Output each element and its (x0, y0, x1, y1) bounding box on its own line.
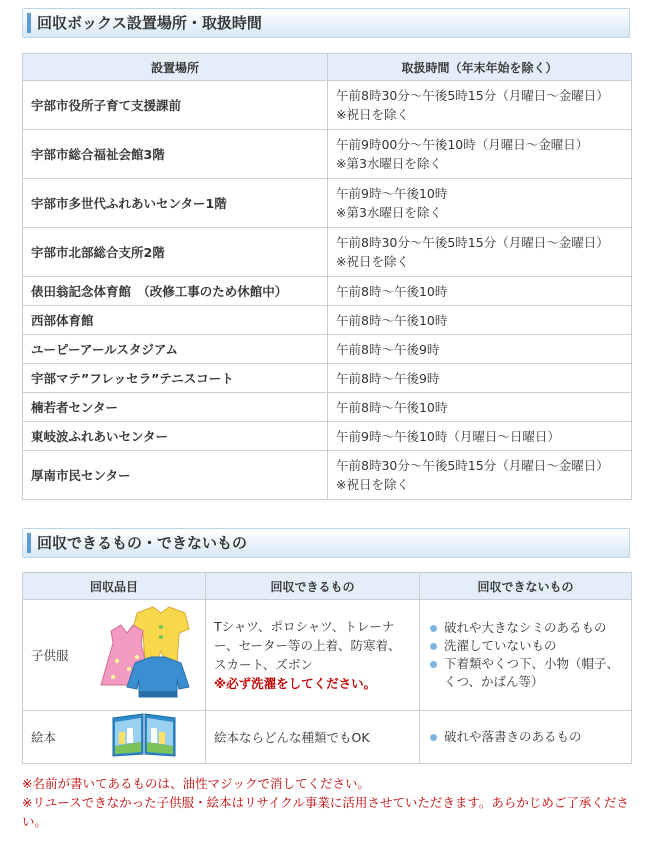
location-name: ユーピーアールスタジアム (23, 335, 328, 364)
list-item (428, 655, 623, 691)
footnote: ※リユースできなかった子供服・絵本はリサイクル事業に活用させていただきます。あらかじめご了承ください。 (22, 795, 629, 829)
hours-cell (328, 81, 632, 130)
ng-item-text: 洗濯していないもの (444, 638, 557, 653)
hours-note: ※第3水曜日を除く (336, 205, 442, 220)
hours-text: 午前8時～午後9時 (328, 364, 632, 393)
column-header-place: 設置場所 (23, 54, 328, 81)
location-name: 宇部マテ”フレッセラ”テニスコート (23, 364, 328, 393)
ng-item-text: 破れや大きなシミのあるもの (444, 620, 607, 635)
footnote: ※名前が書いてあるものは、油性マジックで消してください。 (22, 776, 370, 791)
heading-accent-bar (27, 13, 31, 33)
items-table (22, 572, 632, 764)
item-category: 絵本 (23, 711, 83, 764)
hours-text: 午前8時～午後9時 (328, 335, 632, 364)
table-row (23, 335, 632, 364)
location-name: 宇部市北部総合支所2階 (23, 228, 328, 277)
ng-items-cell (420, 711, 632, 764)
hours-text: 午前8時～午後10時 (328, 393, 632, 422)
hours-text: 午前8時～午後10時 (328, 306, 632, 335)
hours-cell (328, 130, 632, 179)
hours-note: ※第3水曜日を除く (336, 156, 442, 171)
list-item (428, 637, 623, 655)
table-row (23, 600, 632, 711)
bullet-icon (430, 643, 437, 650)
column-header-hours: 取扱時間（年末年始を除く） (328, 54, 632, 81)
location-name: 楠若者センター (23, 393, 328, 422)
washing-warning: ※必ず洗濯をしてください。 (214, 676, 377, 691)
table-row (23, 393, 632, 422)
table-row (23, 451, 632, 500)
column-header-ng: 回収できないもの (420, 573, 632, 600)
section-heading-items (22, 528, 630, 558)
column-header-ok: 回収できるもの (206, 573, 420, 600)
hours-cell (328, 179, 632, 228)
location-name: 宇部市総合福祉会館3階 (23, 130, 328, 179)
table-row (23, 179, 632, 228)
section-heading-hours (22, 8, 630, 38)
location-name: 宇部市多世代ふれあいセンター1階 (23, 179, 328, 228)
ng-item-text: 下着類やくつ下、小物（帽子、くつ、かばん等） (444, 656, 620, 689)
hours-text: 午前8時～午後10時 (328, 277, 632, 306)
locations-table (22, 53, 632, 500)
hours-text: 午前8時30分～午後5時15分（月曜日～金曜日） (336, 458, 609, 473)
column-header-item: 回収品目 (23, 573, 206, 600)
bullet-icon (430, 625, 437, 632)
table-row (23, 306, 632, 335)
item-category: 子供服 (23, 600, 83, 711)
location-name: 俵田翁記念体育館 （改修工事のため休館中） (23, 277, 328, 306)
ok-items-text: 絵本ならどんな種類でもOK (214, 729, 370, 745)
hours-text: 午前8時30分～午後5時15分（月曜日～金曜日） (336, 88, 609, 103)
list-item (428, 728, 623, 746)
ng-item-text: 破れや落書きのあるもの (444, 729, 582, 744)
hours-text: 午前9時00分～午後10時（月曜日～金曜日） (336, 137, 589, 152)
location-name: 西部体育館 (23, 306, 328, 335)
hours-note: ※祝日を除く (336, 477, 409, 492)
hours-note: ※祝日を除く (336, 107, 409, 122)
clothes-illustration-cell (83, 600, 206, 711)
hours-cell (328, 228, 632, 277)
ng-items-cell (420, 600, 632, 711)
picture-book-icon (109, 712, 179, 758)
table-row (23, 711, 632, 764)
location-name: 厚南市民センター (23, 451, 328, 500)
heading-accent-bar (27, 533, 31, 553)
ok-items-text: Tシャツ、ポロシャツ、トレーナー、セーター等の上着、防寒着、スカート、ズボン (214, 619, 401, 672)
table-row (23, 277, 632, 306)
hours-text: 午前9時～午後10時 (336, 186, 448, 201)
section-title: 回収できるもの・できないもの (37, 534, 248, 552)
footnotes (22, 774, 634, 831)
hours-note: ※祝日を除く (336, 254, 409, 269)
location-name: 東岐波ふれあいセンター (23, 422, 328, 451)
table-row (23, 422, 632, 451)
table-row (23, 364, 632, 393)
hours-cell (328, 451, 632, 500)
children-clothes-icon (89, 603, 199, 703)
hours-text: 午前8時30分～午後5時15分（月曜日～金曜日） (336, 235, 609, 250)
table-row (23, 81, 632, 130)
ok-items-cell (206, 711, 420, 764)
bullet-icon (430, 661, 437, 668)
ok-items-cell (206, 600, 420, 711)
section-title: 回収ボックス設置場所・取扱時間 (37, 14, 262, 32)
table-row (23, 228, 632, 277)
list-item (428, 619, 623, 637)
book-illustration-cell (83, 711, 206, 764)
bullet-icon (430, 734, 437, 741)
hours-text: 午前9時～午後10時（月曜日～日曜日） (328, 422, 632, 451)
table-row (23, 130, 632, 179)
location-name: 宇部市役所子育て支援課前 (23, 81, 328, 130)
